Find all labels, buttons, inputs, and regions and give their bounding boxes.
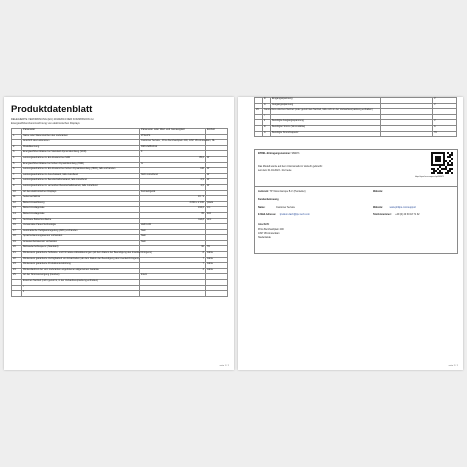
header-cell: Parameter oder Wert und Genauigkeit (140, 129, 206, 135)
table-cell: 3. (12, 151, 22, 157)
table-cell: W (206, 184, 228, 190)
table-cell: 9. (12, 184, 22, 190)
table-cell: Jahre (206, 263, 228, 269)
table-cell: Leistungsaufnahme im Aus-Zustand, falls zutreffend (22, 173, 140, 179)
table-cell: 4. (12, 156, 22, 162)
support-website-label: Website: (373, 206, 383, 209)
table-cell: Eingangsspannung (271, 98, 381, 104)
table-cell: Externes Netzteil (nicht genormt, in der Verkaufsverpackung enthalten) (22, 280, 140, 286)
table-cell: ii (22, 291, 140, 297)
table-cell: V (433, 120, 457, 126)
table-cell: Bildwiederholfrequenz (Standard) (22, 246, 140, 252)
eprel-box (254, 149, 458, 187)
table-cell: 20. (12, 246, 22, 252)
table-cell: iii (263, 125, 271, 131)
table-cell: 90 (140, 246, 206, 252)
table-cell: Verwendete Panel-Technologie (22, 224, 140, 230)
table-cell: 2. (12, 145, 22, 151)
power-supply-table (254, 97, 457, 137)
table-cell: A (433, 125, 457, 131)
table-cell: Seitenverhältnis (22, 196, 140, 202)
eprel-link[interactable]: https://eprel.ec.europa.eu/qr/969071 (415, 176, 444, 178)
table-cell: 116 (140, 168, 206, 174)
table-cell (12, 291, 22, 297)
table-cell: 85,0 (140, 156, 206, 162)
table-cell: 14. (12, 212, 22, 218)
table-cell: 13. (12, 207, 22, 213)
email-link[interactable]: tpvision.dach@tpv-tech.com (279, 213, 310, 216)
table-cell: 23. (12, 263, 22, 269)
table-cell: 65PUS8503/12 (140, 145, 206, 151)
address-line-2: 1097 JB Amsterdam (258, 232, 280, 235)
table-cell: 3 840 x 2 160 (140, 201, 206, 207)
table-row (12, 291, 228, 297)
table-cell: Leistungsaufnahme im Ein-Zustand bei SDR (22, 156, 140, 162)
table-cell: Ausgangsspannung (271, 103, 381, 109)
table-cell: W (206, 168, 228, 174)
table-cell: Bildschirmdiagonale (22, 212, 140, 218)
table-cell: 10. (12, 190, 22, 196)
datasheet-page-1 (4, 97, 234, 370)
table-cell: Leistungsaufnahme im vernetzten Bereitschaftsbetrieb, falls zutreffend (22, 184, 140, 190)
contact-name-line (258, 207, 295, 209)
datasheet-page-2 (238, 97, 463, 370)
table-cell: Spracherkennungssensor vorhanden (22, 235, 140, 241)
table-cell: Anwesenheitssensor vorhanden (22, 240, 140, 246)
table-cell: V (433, 98, 457, 104)
table-cell: Art der Stromversorgung (Netzteil) (22, 274, 140, 280)
address-label: Anschrift: (258, 223, 270, 226)
supplier-box (254, 186, 458, 254)
header-cell: Parameter (22, 129, 140, 135)
table-cell: 26. (255, 109, 263, 115)
table-cell: 6. (12, 168, 22, 174)
table-cell: Leistungsaufnahme im Bereitschaftszustand, falls zutreffend (22, 179, 140, 185)
table-cell: 164,0 (140, 207, 206, 213)
table-cell (140, 291, 206, 297)
table-cell: Name oder Warenzeichen des Lieferanten (22, 134, 140, 140)
table-cell: Nein (140, 235, 206, 241)
table-cell: 1. (12, 134, 22, 140)
table-cell: Nein (140, 240, 206, 246)
table-cell: Zoll (206, 212, 228, 218)
website-label: Website: (373, 190, 383, 193)
product-data-table (11, 128, 228, 297)
table-cell: Intern (140, 274, 206, 280)
table-cell: 2,0 (140, 184, 206, 190)
table-cell: 16. (12, 224, 22, 230)
table-cell: Sichtbare Bildschirmfläche (22, 218, 140, 224)
table-cell: Mindestens garantierte Verfügbarkeit von Ersatzteilen (ab dem Datum der Beendigung des Inverkehrbringens) (22, 257, 140, 263)
table-cell: 65 (140, 212, 206, 218)
table-cell: Leistungsaufnahme im Ein-Zustand bei hohem Dynamikumfang (HDR), falls vorhanden (22, 168, 140, 174)
table-cell: iii (263, 98, 271, 104)
table-cell (381, 131, 433, 137)
table-cell: Mindestens garantierte Software- und Firmware-Aktualisierungen (ab dem Datum der Beendigung des Inverkehrbringens) (22, 252, 140, 258)
support-website-line (373, 207, 416, 209)
customer-service-heading: Kundenbetreuung (258, 198, 279, 201)
table-cell: Nein (140, 229, 206, 235)
table-cell: Mindestlaufzeit der vom Lieferanten angebotenen allgemeinen Garantie (22, 268, 140, 274)
table-cell: 22. (12, 257, 22, 263)
phone-label: Telefonnummer: (373, 213, 392, 216)
qr-code-icon (431, 152, 453, 174)
table-cell: 19. (12, 240, 22, 246)
market-note: Das Modell wurde auf dem Unionsmarkt in Verkehr gebracht: (258, 165, 323, 168)
table-cell: F (140, 151, 206, 157)
address-line-1: Prins Bernhardplein 200 (258, 228, 284, 231)
eprel-label: EPREL-Eintragungsnummer: (258, 152, 291, 155)
table-cell: 15. (12, 218, 22, 224)
table-cell: Benötigte Ausgangsspannung (271, 120, 381, 126)
table-cell (255, 131, 263, 137)
table-cell: Genormtes externes Netzteil (oder genormtes Netzteil, falls nicht in der Verkaufsverpackung enthalten) (263, 109, 271, 115)
regulation-line-2: Energieeffizienzkennzeichnung von elektronischen Displays (11, 121, 80, 125)
table-cell: 16 : 9 (140, 196, 206, 202)
regulation-line-1: DELEGIERTE VERORDNUNG (EU) 2019/2013 DER KOMMISSION zur (11, 118, 94, 121)
table-cell: i (22, 285, 140, 291)
table-cell: pixels (206, 201, 228, 207)
table-cell: Modellkennung (22, 145, 140, 151)
table-cell: W (206, 179, 228, 185)
table-cell: Jahre (206, 252, 228, 258)
table-cell: W (206, 173, 228, 179)
table-cell: cm (206, 207, 228, 213)
table-cell: 7 (140, 257, 206, 263)
table-cell: i (263, 114, 271, 120)
table-cell: Automatische Helligkeitsregelung (ABC) vorhanden (22, 229, 140, 235)
table-cell: Bildschirmauflösung (22, 201, 140, 207)
table-cell: iv (263, 131, 271, 137)
table-cell: 17. (12, 229, 22, 235)
table-cell: 11. (12, 196, 22, 202)
table-cell: Hz (433, 131, 457, 137)
table-cell: Fernsehgerät (140, 190, 206, 196)
table-cell: 24. (12, 268, 22, 274)
table-cell: G (140, 162, 206, 168)
supplier-value: TP Vision Europe B.V. (Hersteller) (269, 190, 306, 193)
phone-value: +49 (0) 40 30 18 71 32 (395, 213, 420, 216)
table-cell: Energieeffizienzklasse bei Standard-Dynamikumfang (SDR) (22, 151, 140, 157)
email-label: E-Mail-Adresse: (258, 213, 277, 216)
eprel-line (258, 153, 300, 155)
phone-line (373, 214, 420, 216)
table-cell: 25. (12, 274, 22, 280)
table-cell: W (206, 156, 228, 162)
table-cell: 5. (12, 162, 22, 168)
table-cell: iv (263, 103, 271, 109)
table-cell: 0,5 (140, 179, 206, 185)
table-cell: Jahre (206, 268, 228, 274)
table-cell: 114,8 (140, 218, 206, 224)
supplier-line (258, 191, 306, 193)
support-website-link[interactable]: www.philips.com/support (389, 206, 416, 209)
name-label: Name: (258, 206, 266, 209)
table-cell: Energieeffizienzklasse bei hohem Dynamikumfang (HDR) (22, 162, 140, 168)
table-cell: V (433, 103, 457, 109)
table-cell: 8 (140, 252, 206, 258)
table-cell: Hz (206, 246, 228, 252)
table-cell (206, 291, 228, 297)
table-cell: Bildschirmdiagonale (22, 207, 140, 213)
table-cell: Anschrift des Lieferanten (22, 140, 140, 146)
name-value: Customer Service (275, 206, 295, 209)
eprel-number: 969071 (291, 152, 300, 155)
header-cell: Einheit (206, 129, 228, 135)
table-cell: 7 (140, 263, 206, 269)
page-footer: seite 1 / 2 (219, 365, 229, 367)
table-cell: 8. (12, 179, 22, 185)
table-cell: 21. (12, 252, 22, 258)
supplier-label: Lieferant: (258, 190, 269, 193)
table-cell: Art des elektronischen Displays (22, 190, 140, 196)
table-cell: Jahre (206, 257, 228, 263)
table-cell: 3 (140, 268, 206, 274)
table-cell: Benötigter Strom (Stromstärke) (271, 125, 381, 131)
email-line (258, 214, 310, 216)
table-cell: Mindestens garantierte Produktunterstützung (22, 263, 140, 269)
document-title: Produktdatenblatt (11, 104, 93, 115)
table-cell: dm² (206, 218, 228, 224)
table-cell: 12. (12, 201, 22, 207)
table-row (255, 131, 457, 137)
table-cell: ii (263, 120, 271, 126)
address-line-3: Niederlande (258, 236, 271, 239)
table-cell: 18. (12, 235, 22, 241)
table-cell: Benötigte Stromfrequenz (271, 131, 381, 137)
page-footer: seite 2 / 2 (448, 365, 458, 367)
market-dates: seit dem 01.04.2023 - bis heute (258, 169, 292, 172)
table-cell: 7. (12, 173, 22, 179)
table-cell: PHILIPS (140, 134, 206, 140)
table-cell: LED LCD (140, 224, 206, 230)
table-cell: Customer Service , Prins Bernhardplein 200, 1097 JB Amsterdam, NL (140, 140, 206, 146)
table-cell: Nicht zutreffend (140, 173, 206, 179)
